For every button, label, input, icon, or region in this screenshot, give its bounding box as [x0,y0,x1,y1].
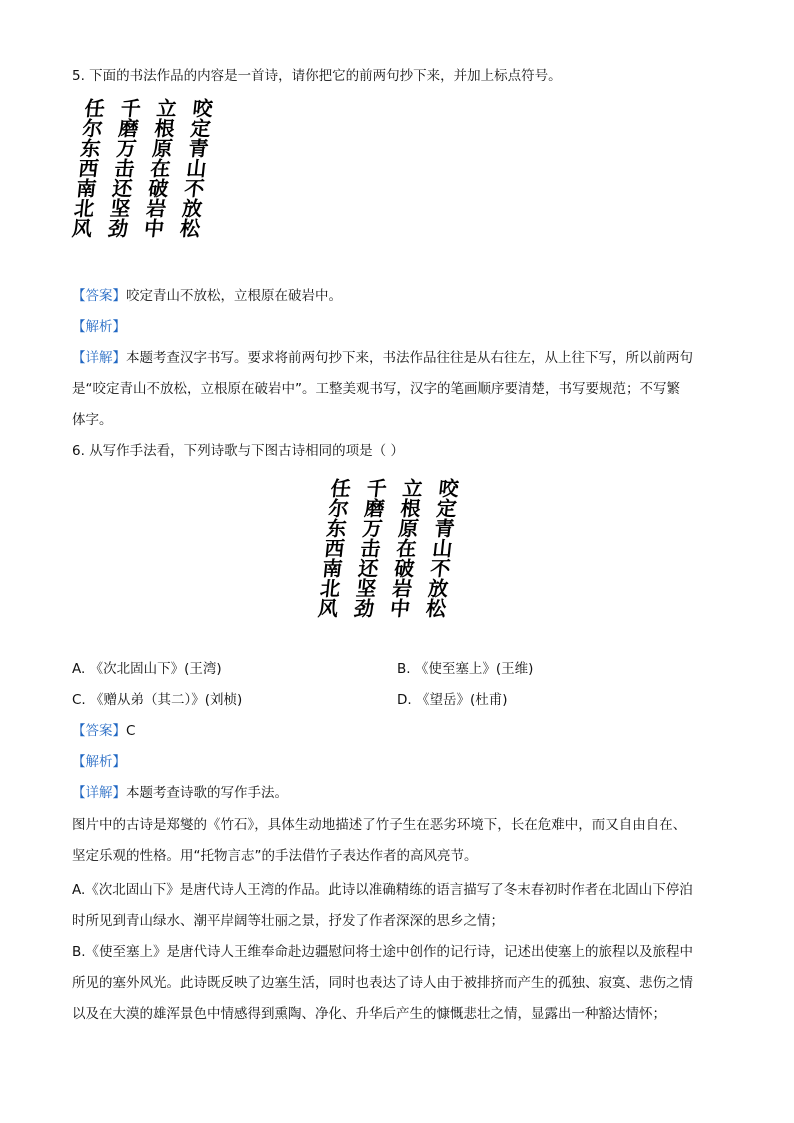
calligraphy-column-4: 任尔东西南北风 [67,98,107,238]
q6-option-b-line-1: B.《使至塞上》是唐代诗人王维奉命赴边疆慰问将士途中创作的记行诗，记述出使塞上的旅程以及旅程中 [72,944,694,960]
q5-detail-line-3: 体字。 [72,412,113,428]
calligraphy-column-1: 咬定青山不放松 [421,478,461,618]
calligraphy-column-2: 立根原在破岩中 [385,478,425,618]
q6-detail [72,783,288,803]
answer-text: 咬定青山不放松，立根原在破岩中。 [126,288,342,304]
answer-tag: 【答案】 [72,288,126,304]
q6-option-b-line-3: 以及在大漠的雄浑景色中情感得到熏陶、净化、升华后产生的慷慨悲壮之情，显露出一种豁达情怀； [72,1006,666,1022]
detail-text: 本题考查诗歌的写作手法。 [126,785,288,801]
option-c: C. 《赠从弟（其二）》(刘桢) [72,692,243,708]
calligraphy-column-3: 千磨万击还坚劲 [103,98,143,238]
analysis-tag: 【解析】 [72,319,126,335]
q6-option-a-line-1: A.《次北固山下》是唐代诗人王湾的作品。此诗以准确精练的语言描写了冬末春初时作者在北固山下停泊 [72,882,693,898]
q6-answer [72,721,135,741]
q5-answer [72,286,342,306]
q6-question: 6. 从写作手法看，下列诗歌与下图古诗相同的项是（ ） [72,443,404,459]
detail-text: 本题考查汉字书写。要求将前两句抄下来，书法作品往往是从右往左，从上往下写，所以前两句 [126,350,693,366]
calligraphy-image-2 [313,478,461,618]
detail-tag: 【详解】 [72,785,126,801]
q5-question: 5. 下面的书法作品的内容是一首诗，请你把它的前两句抄下来，并加上标点符号。 [72,68,562,84]
q5-detail-line-1 [72,348,693,368]
calligraphy-image-1 [67,98,215,238]
detail-tag: 【详解】 [72,350,126,366]
q6-analysis [72,752,126,772]
answer-text: C [126,723,136,739]
calligraphy-column-1: 咬定青山不放松 [175,98,215,238]
answer-tag: 【答案】 [72,723,126,739]
q5-analysis [72,317,126,337]
calligraphy-column-4: 任尔东西南北风 [313,478,353,618]
calligraphy-column-3: 千磨万击还坚劲 [349,478,389,618]
q6-option-a-line-2: 时所见到青山绿水、潮平岸阔等壮丽之景，抒发了作者深深的思乡之情； [72,913,504,929]
option-d: D. 《望岳》(杜甫) [397,692,508,708]
q6-option-b-line-2: 所见的塞外风光。此诗既反映了边塞生活，同时也表达了诗人由于被排挤而产生的孤独、寂寞、悲伤之情 [72,975,693,991]
analysis-tag: 【解析】 [72,754,126,770]
option-a: A. 《次北固山下》(王湾) [72,661,222,677]
q6-para1-line-2: 坚定乐观的性格。用“托物言志”的手法借竹子表达作者的高风亮节。 [72,848,478,864]
q5-detail-line-2: 是“咬定青山不放松，立根原在破岩中”。工整美观书写，汉字的笔画顺序要清楚，书写要规范；不写繁 [72,381,680,397]
calligraphy-column-2: 立根原在破岩中 [139,98,179,238]
q6-para1-line-1: 图片中的古诗是郑燮的《竹石》，具体生动地描述了竹子生在恶劣环境下，长在危难中，而又自由自在、 [72,817,687,833]
option-b: B. 《使至塞上》(王维) [397,661,534,677]
